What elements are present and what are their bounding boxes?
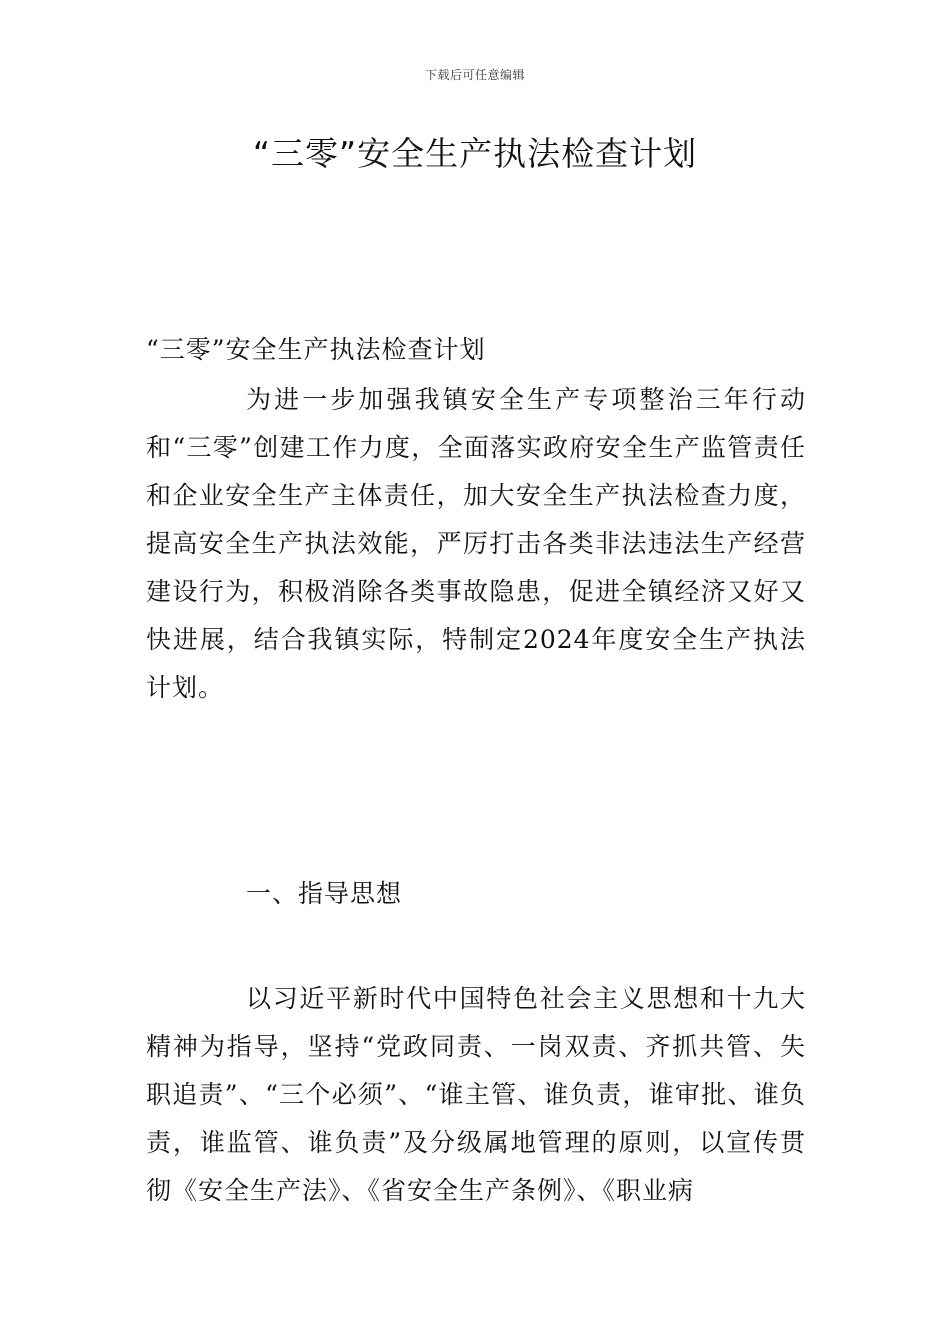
guiding-ideology-paragraph: 以习近平新时代中国特色社会主义思想和十九大精神为指导，坚持“党政同责、一岗双责、齐抓共管、失职追责”、“三个必须”、“谁主管、谁负责，谁审批、谁负责，谁监管、谁负责”及分级属地管理的原则，以宣传贯彻《安全生产法》、《省安全生产条例》、《职业病 [146,984,806,1205]
header-note: 下载后可任意编辑 [424,68,525,82]
intro-paragraph: 为进一步加强我镇安全生产专项整治三年行动和“三零”创建工作力度，全面落实政府安全生产监管责任和企业安全生产主体责任，加大安全生产执法检查力度，提高安全生产执法效能，严厉打击各类非法违法生产经营建设行为，积极消除各类事故隐患，促进全镇经济又好又快进展，结合我镇实际，特制定2024年度安全生产执法计划。 [146,385,806,702]
document-title: “三零”安全生产执法检查计划 [252,134,698,173]
section-heading-guiding-ideology: 一、指导思想 [246,879,403,908]
document-subtitle: “三零”安全生产执法检查计划 [146,335,486,364]
